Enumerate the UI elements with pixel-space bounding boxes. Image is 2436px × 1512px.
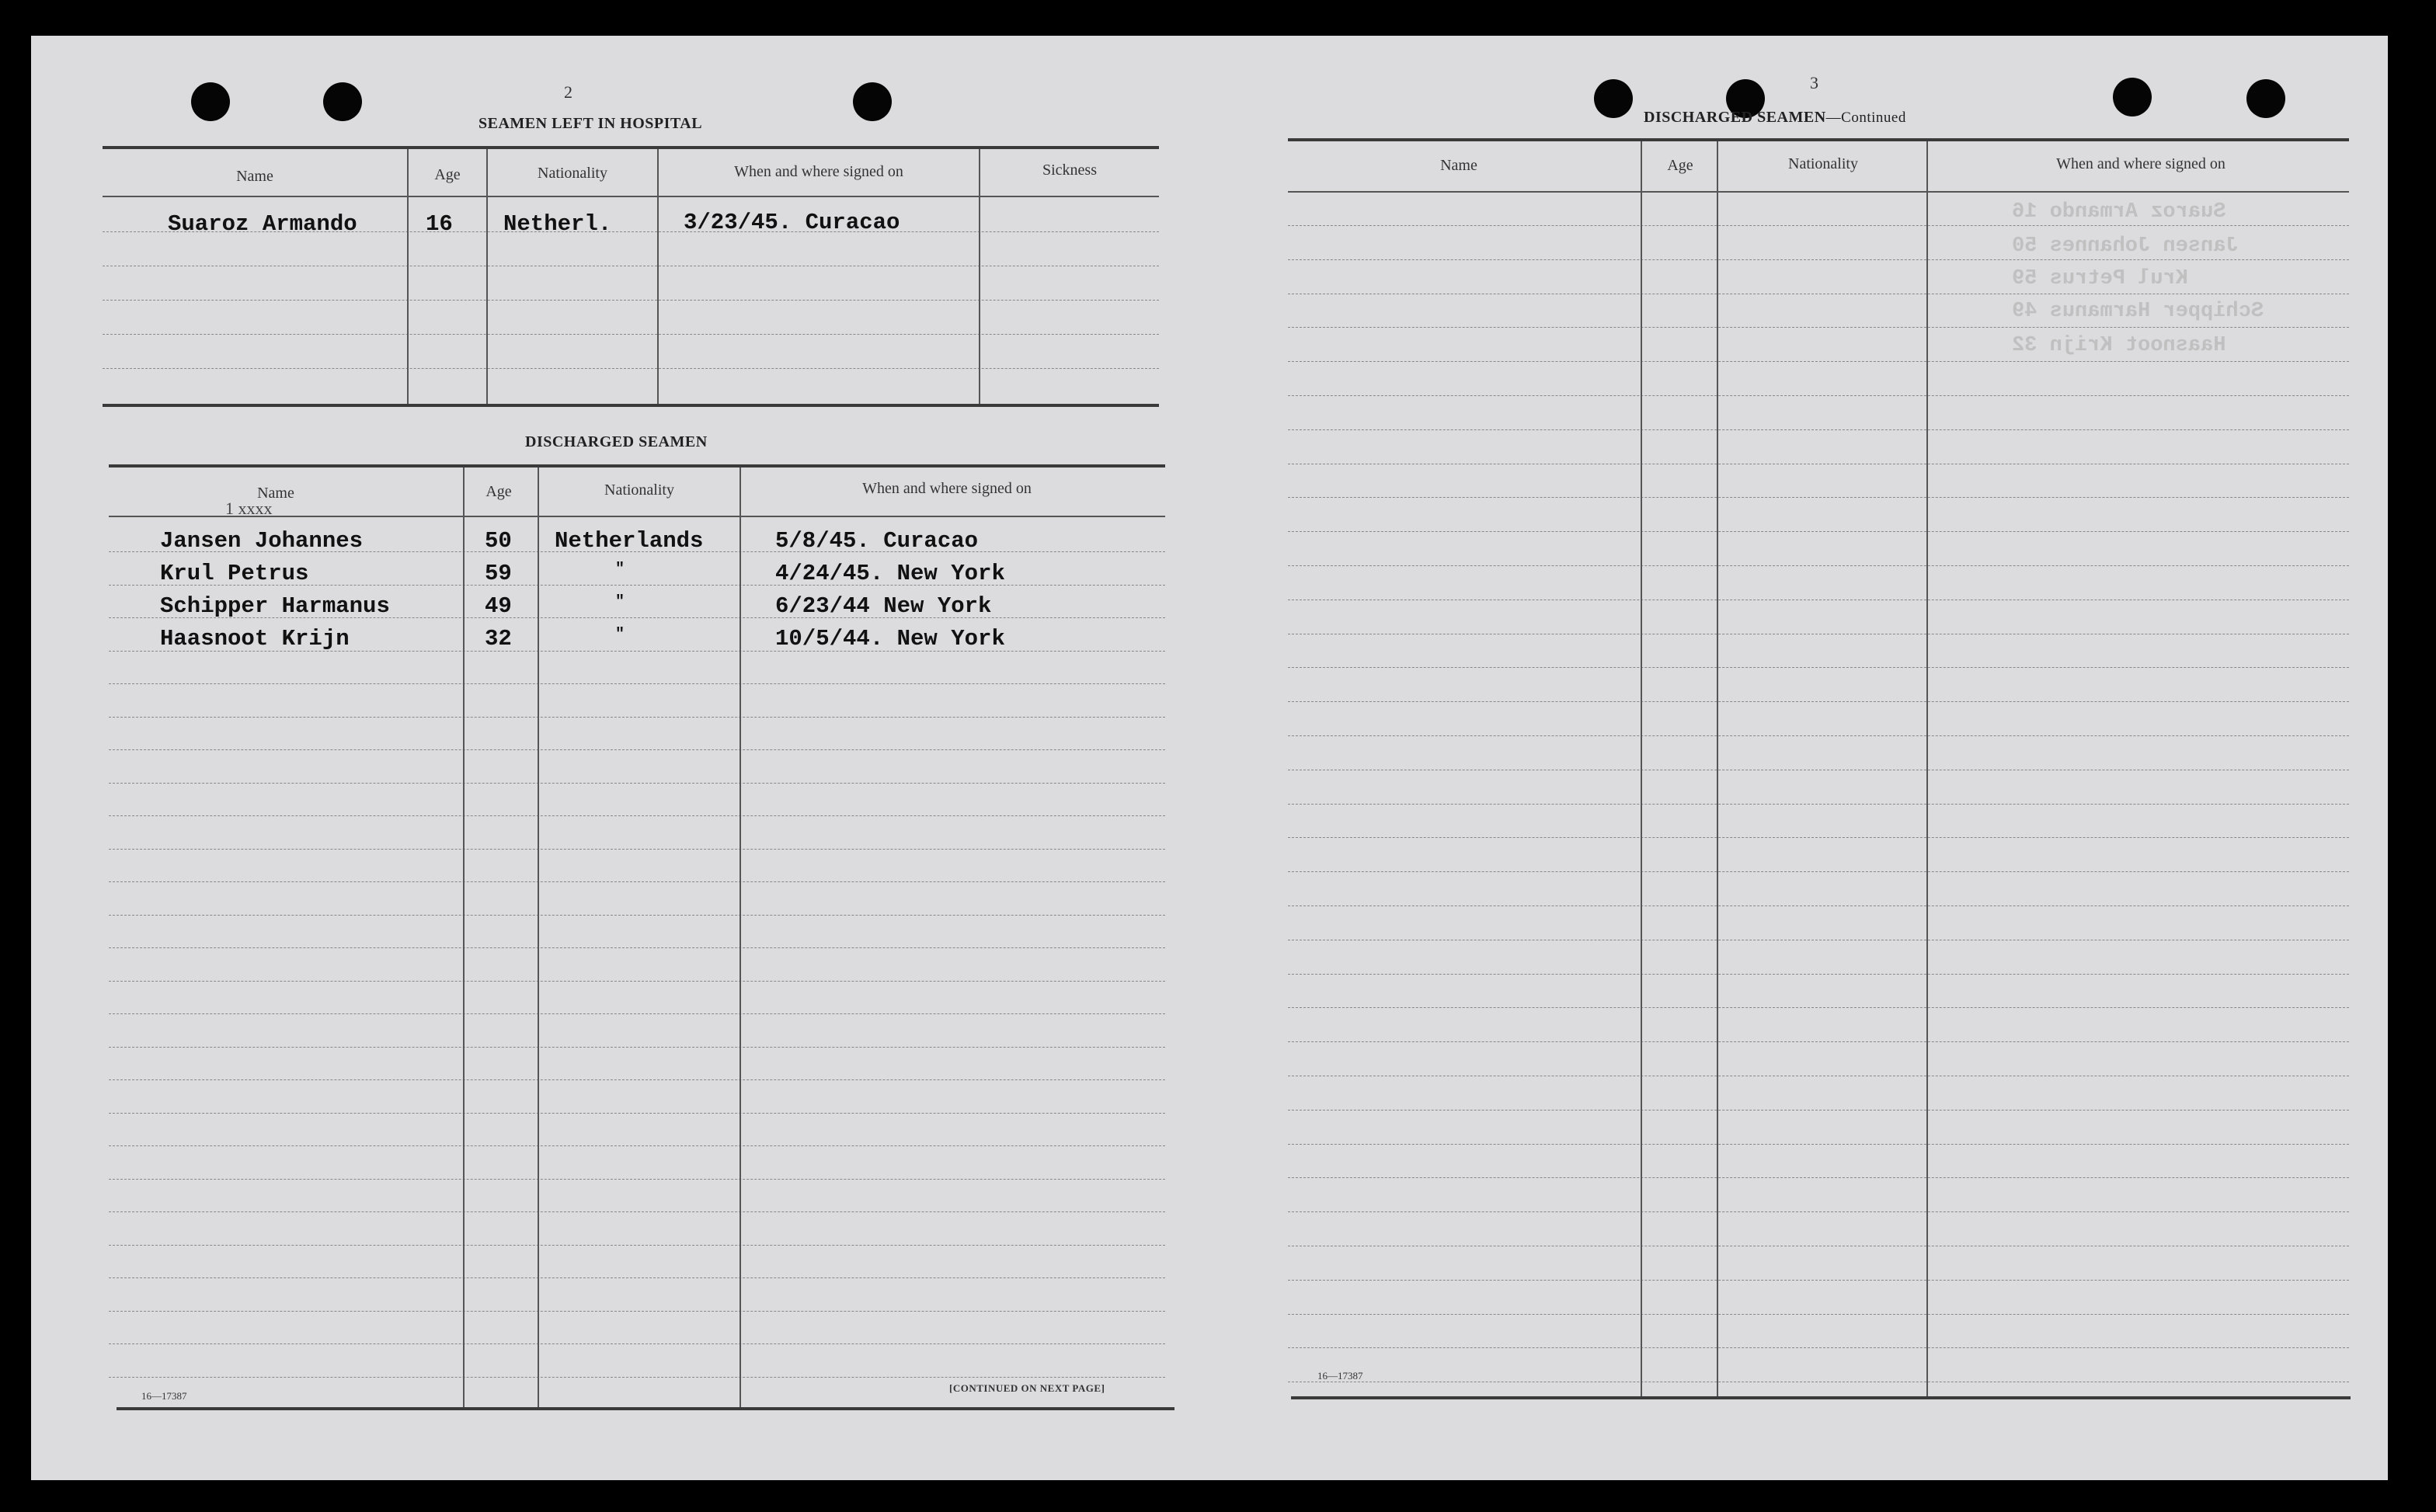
table-row-line xyxy=(1288,259,2349,260)
table-row-line xyxy=(1288,701,2349,702)
punch-hole xyxy=(2246,79,2285,118)
right-section-title xyxy=(1644,109,1906,127)
continued-note: [CONTINUED ON NEXT PAGE] xyxy=(949,1382,1105,1394)
discharged-table-top-rule xyxy=(109,464,1165,468)
punch-hole xyxy=(191,82,230,121)
bleed-through-text: Krul Petrus 59 xyxy=(2012,267,2188,290)
table-row-line xyxy=(109,915,1165,916)
table-row-line xyxy=(1288,735,2349,736)
table-row-line xyxy=(1288,395,2349,396)
discharged-row-name: Jansen Johannes xyxy=(160,528,364,554)
discharged-row-name: Haasnoot Krijn xyxy=(160,626,350,652)
discharged-row-nationality: " xyxy=(615,593,625,611)
bleed-through-text: Jansen Johannes 50 xyxy=(2012,235,2239,258)
punch-hole xyxy=(1594,79,1633,118)
hospital-header-sickness: Sickness xyxy=(1042,162,1097,179)
right-table-top-rule xyxy=(1288,138,2349,141)
discharged-row-age: 49 xyxy=(485,593,512,619)
right-column-divider xyxy=(1717,141,1718,1396)
table-row-line xyxy=(1288,804,2349,805)
discharged-column-divider xyxy=(463,468,465,1407)
bleed-through-text: Schipper Harmanus 49 xyxy=(2012,300,2264,323)
table-row-line xyxy=(1288,1280,2349,1281)
right-header-signed-on: When and where signed on xyxy=(2056,155,2225,172)
right-title-suffix: —Continued xyxy=(1825,109,1906,126)
table-row-line xyxy=(1288,429,2349,430)
discharged-header-age: Age xyxy=(485,483,512,500)
table-row-line xyxy=(1288,1041,2349,1042)
table-row-line xyxy=(1288,361,2349,362)
document-sheet xyxy=(31,36,2388,1480)
right-title-text: DISCHARGED SEAMEN xyxy=(1644,109,1826,126)
discharged-column-divider xyxy=(538,468,539,1407)
hospital-header-nationality: Nationality xyxy=(538,165,607,182)
discharged-row-age: 59 xyxy=(485,561,512,586)
table-row-line xyxy=(1288,225,2349,226)
table-row-line xyxy=(1288,1211,2349,1212)
table-row-line xyxy=(103,334,1159,335)
hospital-header-signed-on: When and where signed on xyxy=(734,163,903,180)
table-row-line xyxy=(109,1145,1165,1146)
hospital-row-age: 16 xyxy=(426,211,453,237)
table-row-line xyxy=(109,717,1165,718)
table-row-line xyxy=(1288,1347,2349,1348)
table-row-line xyxy=(109,815,1165,816)
page-number-left: 2 xyxy=(564,82,572,102)
bleed-through-text: Haasnoot Krijn 32 xyxy=(2012,334,2226,357)
right-table-bottom-rule xyxy=(1291,1396,2351,1399)
table-row-line xyxy=(109,783,1165,784)
discharged-table-bottom-rule xyxy=(117,1407,1174,1410)
discharged-header-name: Name xyxy=(257,485,294,502)
table-row-line xyxy=(1288,905,2349,906)
discharged-row-signed-on: 5/8/45. Curacao xyxy=(775,528,979,554)
table-row-line xyxy=(1288,327,2349,328)
table-row-line xyxy=(1288,1007,2349,1008)
table-row-line xyxy=(109,947,1165,948)
discharged-row-name: Schipper Harmanus xyxy=(160,593,390,619)
form-number-left: 16—17387 xyxy=(141,1390,187,1402)
table-row-line xyxy=(109,881,1165,882)
table-row-line xyxy=(109,1113,1165,1114)
table-row-line xyxy=(1288,667,2349,668)
table-row-line xyxy=(109,1013,1165,1014)
table-row-line xyxy=(109,1047,1165,1048)
table-row-line xyxy=(103,300,1159,301)
discharged-row-signed-on: 10/5/44. New York xyxy=(775,626,1005,652)
discharged-column-divider xyxy=(740,468,741,1407)
punch-hole xyxy=(2113,78,2152,116)
table-row-line xyxy=(103,368,1159,369)
table-row-line xyxy=(109,1311,1165,1312)
table-row-line xyxy=(1288,531,2349,532)
hospital-header-name: Name xyxy=(236,168,273,185)
hospital-column-divider xyxy=(979,149,980,404)
hospital-row-signed-on: 3/23/45. Curacao xyxy=(684,210,900,235)
table-row-line xyxy=(109,849,1165,850)
discharged-row-name: Krul Petrus xyxy=(160,561,309,586)
table-row-line xyxy=(1288,871,2349,872)
table-row-line xyxy=(109,1245,1165,1246)
table-row-line xyxy=(1288,1110,2349,1111)
discharged-row-signed-on: 6/23/44 New York xyxy=(775,593,992,619)
discharged-row-nationality: Netherlands xyxy=(555,528,704,554)
form-number-right: 16—17387 xyxy=(1317,1370,1363,1382)
table-row-line xyxy=(109,1377,1165,1378)
hospital-header-rule xyxy=(103,196,1159,197)
table-row-line xyxy=(109,1343,1165,1344)
discharged-row-nationality: " xyxy=(615,561,625,579)
table-row-line xyxy=(109,981,1165,982)
hospital-column-divider xyxy=(407,149,409,404)
table-row-line xyxy=(1288,974,2349,975)
right-column-divider xyxy=(1641,141,1642,1396)
table-row-line xyxy=(1288,1177,2349,1178)
margin-mark: 1 xxxx xyxy=(225,499,273,518)
punch-hole xyxy=(853,82,892,121)
right-column-divider xyxy=(1926,141,1928,1396)
table-row-line xyxy=(1288,1144,2349,1145)
table-row-line xyxy=(109,1179,1165,1180)
table-row-line xyxy=(1288,565,2349,566)
discharged-section-title: DISCHARGED SEAMEN xyxy=(525,433,708,450)
right-header-rule xyxy=(1288,191,2349,193)
table-row-line xyxy=(1288,1314,2349,1315)
punch-hole xyxy=(323,82,362,121)
table-row-line xyxy=(109,1211,1165,1212)
hospital-table-bottom-rule xyxy=(103,404,1159,407)
discharged-row-age: 32 xyxy=(485,626,512,652)
page-number-right: 3 xyxy=(1810,73,1818,92)
table-row-line xyxy=(109,683,1165,684)
hospital-row-nationality: Netherl. xyxy=(503,211,612,237)
hospital-column-divider xyxy=(486,149,488,404)
table-row-line xyxy=(109,1277,1165,1278)
right-header-age: Age xyxy=(1667,157,1693,174)
hospital-column-divider xyxy=(657,149,659,404)
table-row-line xyxy=(109,1079,1165,1080)
discharged-row-nationality: " xyxy=(615,626,625,644)
right-header-name: Name xyxy=(1440,157,1477,174)
table-row-line xyxy=(1288,497,2349,498)
hospital-table-top-rule xyxy=(103,146,1159,149)
right-header-nationality: Nationality xyxy=(1788,155,1858,172)
table-row-line xyxy=(1288,837,2349,838)
discharged-header-signed-on: When and where signed on xyxy=(862,480,1032,497)
discharged-row-age: 50 xyxy=(485,528,512,554)
table-row-line xyxy=(109,749,1165,750)
hospital-section-title: SEAMEN LEFT IN HOSPITAL xyxy=(478,115,703,132)
bleed-through-text: Suaroz Armando 16 xyxy=(2012,200,2226,224)
hospital-row-name: Suaroz Armando xyxy=(168,211,357,237)
discharged-header-nationality: Nationality xyxy=(604,481,674,499)
hospital-header-age: Age xyxy=(434,166,461,183)
discharged-row-signed-on: 4/24/45. New York xyxy=(775,561,1005,586)
